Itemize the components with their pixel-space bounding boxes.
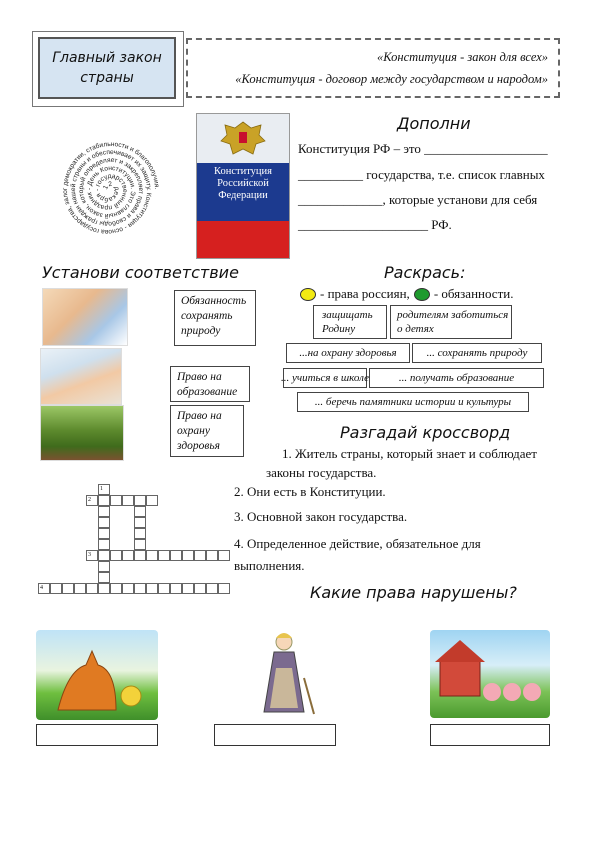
crossword-cell[interactable]	[218, 583, 230, 594]
cinderella-icon	[248, 628, 320, 720]
crossword-cell[interactable]	[110, 583, 122, 594]
crossword-cell[interactable]	[98, 517, 110, 528]
crossword-clue-4: 4. Определенное действие, обязательное для выполнения.	[234, 536, 481, 573]
motto-2: «Конституция - договор между государством и народом»	[235, 72, 548, 86]
crossword-cell[interactable]	[206, 550, 218, 561]
coloring-item-health[interactable]: ...на охрану здоровья	[286, 343, 410, 363]
yellow-dot-icon	[300, 288, 316, 301]
crossword-cell[interactable]	[86, 495, 98, 506]
crossword-cell[interactable]	[98, 561, 110, 572]
crossword-cell[interactable]	[146, 495, 158, 506]
svg-text:12 декабря - государственный п	[62, 141, 160, 235]
crossword-number: 2	[88, 497, 91, 503]
crossword-cell[interactable]	[110, 550, 122, 561]
crossword-cell[interactable]	[134, 517, 146, 528]
legend-duties: - обязанности.	[433, 286, 514, 301]
green-dot-icon	[414, 288, 430, 301]
fairy-tale-cinderella-image	[248, 628, 320, 720]
crossword-cell[interactable]	[146, 583, 158, 594]
mottos-box	[186, 38, 560, 98]
crossword-cell[interactable]	[98, 495, 110, 506]
crossword-cell[interactable]	[122, 583, 134, 594]
crossword-clue-1: 1. Житель страны, который знает и соблюдает законы государства.	[266, 446, 537, 480]
spiral-text: 12 декабря - государственный праздник - День Конституции. Это главный закон, который определяет и закрепляет права и свободы граждан нашей страны и обеспечивает их защиту. Конституция - основа государства, залог демократии, стабильности и благополучия.	[61, 140, 161, 236]
crossword-cell[interactable]	[98, 583, 110, 594]
crossword-cell[interactable]	[170, 583, 182, 594]
crossword-cell[interactable]	[62, 583, 74, 594]
fill-in-line-1: Конституция РФ – это ___________________	[298, 141, 548, 156]
coloring-item-defend-homeland[interactable]: защищать Родину	[313, 305, 387, 339]
crossword-number: 1	[100, 486, 103, 492]
rights-violated-heading: Какие права нарушены?	[310, 583, 517, 602]
crossword-cell[interactable]	[98, 550, 110, 561]
photo-doctor-child	[40, 348, 122, 405]
coloring-item-parents-care[interactable]: родителям заботиться о детях	[390, 305, 512, 339]
coloring-item-nature[interactable]: ... сохранять природу	[412, 343, 542, 363]
fill-in-line-4: ____________________ РФ.	[298, 217, 452, 232]
crossword-cell[interactable]	[122, 495, 134, 506]
book-title-line-3: Федерации	[218, 189, 268, 201]
crossword-cell[interactable]	[122, 550, 134, 561]
fox-icon	[36, 630, 158, 720]
crossword-cell[interactable]	[98, 572, 110, 583]
photo-children-reading	[42, 288, 128, 346]
photo-children-planting	[40, 405, 124, 461]
fill-in-line-2: __________ государства, т.е. список главных	[298, 167, 545, 182]
coloring-item-education[interactable]: ... получать образование	[369, 368, 544, 388]
coloring-item-monuments[interactable]: ... беречь памятники истории и культуры	[297, 392, 529, 412]
motto-1: «Конституция - закон для всех»	[377, 50, 548, 64]
answer-field-1[interactable]	[36, 724, 158, 746]
crossword-cell[interactable]	[134, 495, 146, 506]
crossword-cell[interactable]	[98, 484, 110, 495]
fill-in-line-3: _____________, которые установи для себя	[298, 192, 538, 207]
book-title-line-1: Конституция	[214, 165, 272, 177]
crossword-cell[interactable]	[146, 550, 158, 561]
crossword-cell[interactable]	[134, 506, 146, 517]
coloring-legend	[300, 286, 513, 302]
answer-field-3[interactable]	[430, 724, 550, 746]
crossword-cell[interactable]	[98, 506, 110, 517]
match-box-nature-duty[interactable]: Обязанность сохранять природу	[174, 290, 256, 346]
fill-in-heading: Дополни	[397, 114, 471, 133]
crossword-cell[interactable]	[86, 583, 98, 594]
page-title: Главный закон страны	[38, 37, 176, 99]
crossword-cell[interactable]	[134, 583, 146, 594]
match-box-health-right[interactable]: Право на охрану здоровья	[170, 405, 244, 457]
fairy-tale-fox-image	[36, 630, 158, 720]
crossword-cell[interactable]	[98, 528, 110, 539]
crossword-heading: Разгадай кроссворд	[340, 423, 511, 442]
crossword-clue-2: 2. Они есть в Конституции.	[234, 484, 386, 499]
fairy-tale-three-pigs-image	[430, 630, 550, 718]
book-title-line-2: Российской	[217, 177, 269, 189]
crossword-clue-3: 3. Основной закон государства.	[234, 509, 408, 524]
crossword-cell[interactable]	[74, 583, 86, 594]
crossword-cell[interactable]	[218, 550, 230, 561]
crossword-cell[interactable]	[170, 550, 182, 561]
crossword-cell[interactable]	[38, 583, 50, 594]
crossword-cell[interactable]	[182, 550, 194, 561]
pig-house-icon	[430, 630, 550, 718]
crossword-cell[interactable]	[134, 528, 146, 539]
coloring-item-study[interactable]: ... учиться в школе	[283, 368, 367, 388]
crossword-cell[interactable]	[194, 550, 206, 561]
crossword-grid[interactable]	[38, 484, 228, 604]
crossword-cell[interactable]	[134, 550, 146, 561]
legend-rights: - права россиян,	[320, 286, 410, 301]
crossword-cell[interactable]	[86, 550, 98, 561]
crossword-cell[interactable]	[206, 583, 218, 594]
crossword-cell[interactable]	[158, 583, 170, 594]
crossword-cell[interactable]	[158, 550, 170, 561]
crossword-cell[interactable]	[194, 583, 206, 594]
match-box-education-right[interactable]: Право на образование	[170, 366, 250, 402]
crossword-number: 3	[88, 552, 91, 558]
coloring-heading: Раскрась:	[384, 263, 466, 282]
constitution-book-image	[196, 113, 290, 259]
answer-field-2[interactable]	[214, 724, 336, 746]
crossword-cell[interactable]	[50, 583, 62, 594]
crossword-cell[interactable]	[182, 583, 194, 594]
crossword-cell[interactable]	[134, 539, 146, 550]
coat-of-arms-icon	[197, 114, 289, 163]
crossword-number: 4	[40, 585, 43, 591]
matching-heading: Установи соответствие	[42, 263, 239, 282]
crossword-cell[interactable]	[98, 539, 110, 550]
crossword-cell[interactable]	[110, 495, 122, 506]
spiral-text-graphic	[36, 115, 186, 265]
